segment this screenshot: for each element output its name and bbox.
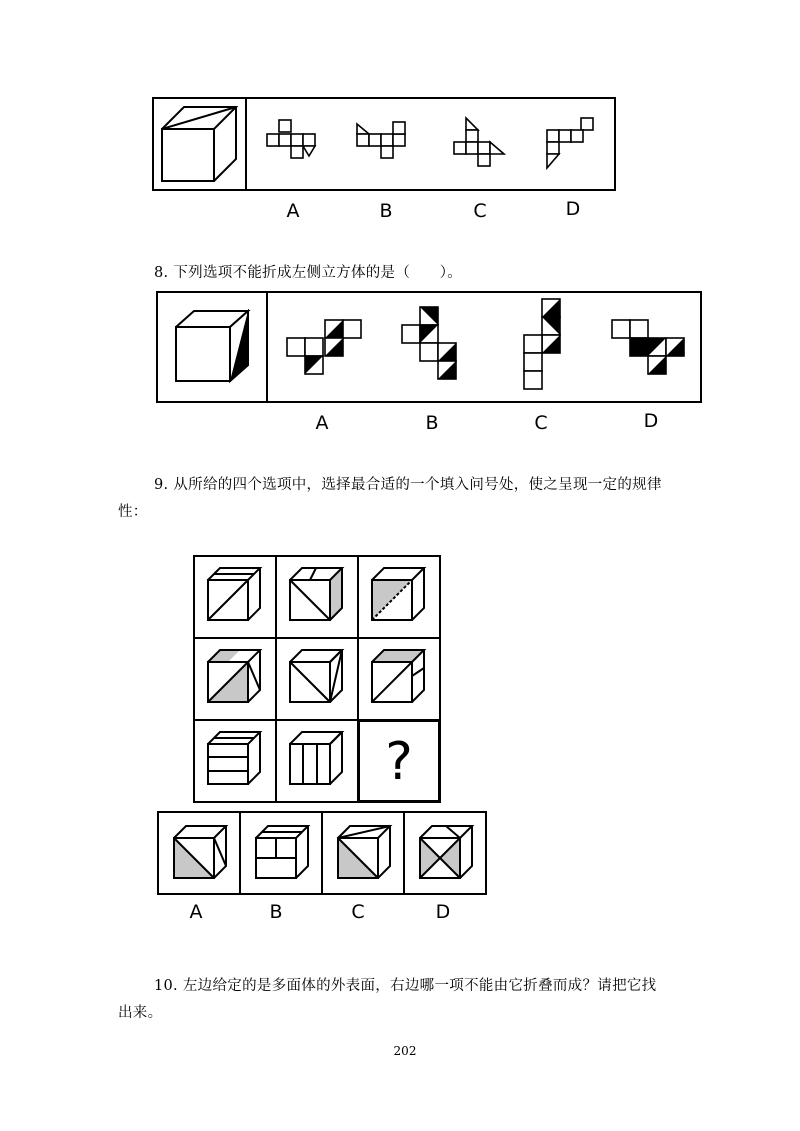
q7-cube-front-face [162, 129, 214, 181]
q8-net-c[interactable] [522, 297, 572, 397]
q8-net-d[interactable] [610, 318, 694, 380]
q8-option-b[interactable]: B [425, 412, 439, 434]
q7-option-d[interactable]: D [565, 198, 581, 220]
q7-net-b[interactable] [355, 118, 415, 168]
q8-option-c[interactable]: C [534, 412, 548, 434]
q8-option-a[interactable]: A [315, 412, 329, 434]
q7-net-d[interactable] [545, 116, 605, 171]
q9-question-line2: 性： [118, 504, 148, 520]
q7-option-b[interactable]: B [379, 200, 393, 222]
q9-option-cube-c[interactable] [322, 812, 404, 894]
q9-matrix-cell-2-1 [194, 638, 276, 720]
q9-matrix-cell-3-1 [194, 720, 276, 802]
q8-question-text: 8. 下列选项不能折成左侧立方体的是（ ）。 [154, 265, 463, 281]
q9-option-a[interactable]: A [189, 901, 203, 923]
q9-matrix-cell-1-2 [276, 556, 358, 638]
q9-option-d[interactable]: D [435, 901, 451, 923]
q7-option-a[interactable]: A [286, 200, 300, 222]
q9-option-b[interactable]: B [269, 901, 283, 923]
q7-net-c[interactable] [452, 116, 512, 166]
q9-matrix-cell-2-3 [358, 638, 440, 720]
q8-divider [266, 291, 268, 403]
q8-net-b[interactable] [400, 305, 470, 387]
q9-option-cube-b[interactable] [240, 812, 322, 894]
q8-cube-front-face [176, 327, 230, 381]
q9-matrix-cell-2-2 [276, 638, 358, 720]
q10-question-line2: 出来。 [118, 1005, 163, 1021]
q7-option-c[interactable]: C [473, 200, 487, 222]
q8-option-d[interactable]: D [643, 410, 659, 432]
question-mark: ? [385, 732, 413, 792]
page-number: 202 [393, 1044, 417, 1058]
q9-matrix-cell-3-3 [358, 720, 440, 802]
q9-matrix-cell-3-2 [276, 720, 358, 802]
q9-option-cube-d[interactable] [404, 812, 486, 894]
q9-option-cube-a[interactable] [158, 812, 240, 894]
q8-given-cube [156, 291, 266, 403]
q7-net-a[interactable] [265, 118, 325, 168]
q9-question-line1: 9. 从所给的四个选项中，选择最合适的一个填入问号处，使之呈现一定的规律 [154, 477, 662, 493]
q8-net-a[interactable] [285, 318, 365, 380]
q7-given-cube [152, 97, 247, 191]
q9-matrix-cell-1-3 [358, 556, 440, 638]
q9-option-c[interactable]: C [351, 901, 365, 923]
q10-question-line1: 10. 左边给定的是多面体的外表面，右边哪一项不能由它折叠而成？请把它找 [154, 978, 657, 994]
q9-matrix-cell-1-1 [194, 556, 276, 638]
